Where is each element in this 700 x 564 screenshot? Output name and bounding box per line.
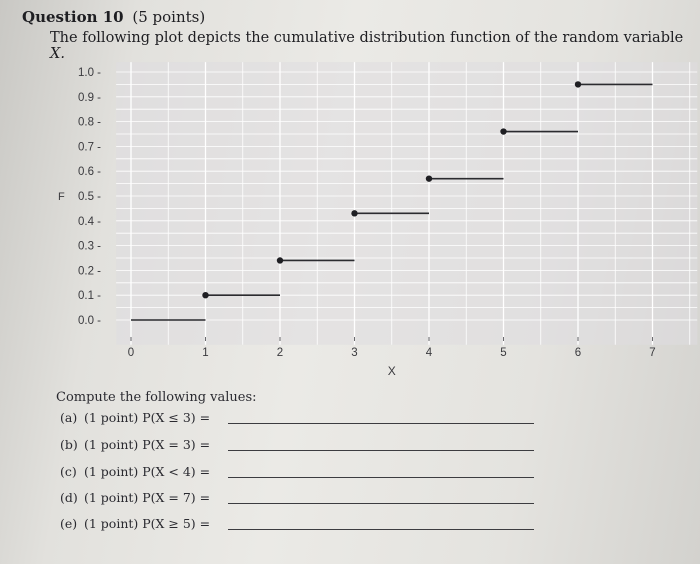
part-e — [60, 516, 210, 531]
part-expression: P(X ≥ 5) = — [142, 516, 211, 531]
cdf-step-point — [202, 292, 208, 298]
y-tick-label: 1.0 - — [78, 67, 102, 79]
part-c — [60, 464, 210, 479]
part-points: (1 point) — [83, 516, 139, 531]
part-points: (1 point) — [83, 490, 139, 505]
compute-heading: Compute the following values: — [56, 390, 257, 405]
y-tick-label: 0.9 - — [78, 91, 102, 104]
part-b — [60, 437, 210, 452]
part-points: (1 point) — [83, 437, 139, 452]
x-tick-label: 1 — [202, 347, 209, 359]
y-tick-label: 0.4 - — [78, 215, 102, 228]
x-tick-label: 0 — [127, 347, 135, 359]
x-tick-label: 3 — [351, 347, 358, 359]
y-tick-label: 0.3 - — [78, 240, 102, 253]
x-tick-label: 7 — [649, 347, 656, 359]
part-tag: (d) — [60, 490, 78, 505]
x-tick-label: 2 — [276, 347, 284, 359]
part-expression: P(X = 7) = — [142, 490, 211, 505]
part-points: (1 point) — [83, 410, 139, 425]
cdf-step-point — [500, 128, 506, 134]
part-tag: (c) — [60, 464, 77, 479]
cdf-step-point — [351, 210, 357, 216]
answer-line-d[interactable] — [228, 503, 534, 504]
question-points: (5 points) — [132, 8, 206, 26]
answer-line-c[interactable] — [228, 477, 534, 478]
x-tick-label: 6 — [574, 347, 582, 359]
y-tick-label: 0.5 - — [78, 191, 102, 203]
part-points: (1 point) — [83, 464, 139, 479]
part-expression: P(X < 4) = — [142, 464, 211, 479]
y-tick-label: 0.2 - — [78, 265, 102, 278]
description-text: The following plot depicts the cumulative distribution function of the random variable — [50, 30, 684, 46]
answer-line-a[interactable] — [228, 423, 534, 424]
y-tick-label: 0.6 - — [78, 166, 102, 179]
answer-line-b[interactable] — [228, 450, 534, 451]
part-d — [60, 490, 210, 505]
part-expression: P(X = 3) = — [142, 437, 211, 452]
part-tag: (e) — [60, 516, 78, 531]
question-title: Question 10 — [22, 8, 124, 26]
y-axis-label: F — [58, 191, 65, 203]
part-a — [60, 410, 210, 425]
part-expression: P(X ≤ 3) = — [142, 410, 211, 425]
y-tick-label: 0.0 - — [78, 315, 102, 327]
part-tag: (b) — [60, 437, 78, 452]
x-tick-label: 4 — [425, 347, 433, 359]
cdf-step-point — [426, 175, 432, 181]
cdf-step-point — [277, 257, 283, 263]
x-axis-label: X — [387, 364, 396, 378]
cdf-step-point — [575, 81, 581, 87]
x-tick-label: 5 — [500, 347, 507, 359]
plot-background — [116, 62, 697, 345]
answer-line-e[interactable] — [228, 529, 534, 530]
part-tag: (a) — [60, 410, 78, 425]
y-tick-label: 0.8 - — [78, 116, 102, 129]
y-tick-label: 0.1 - — [78, 290, 102, 303]
y-tick-label: 0.7 - — [78, 141, 102, 154]
description-variable: X. — [50, 46, 65, 62]
